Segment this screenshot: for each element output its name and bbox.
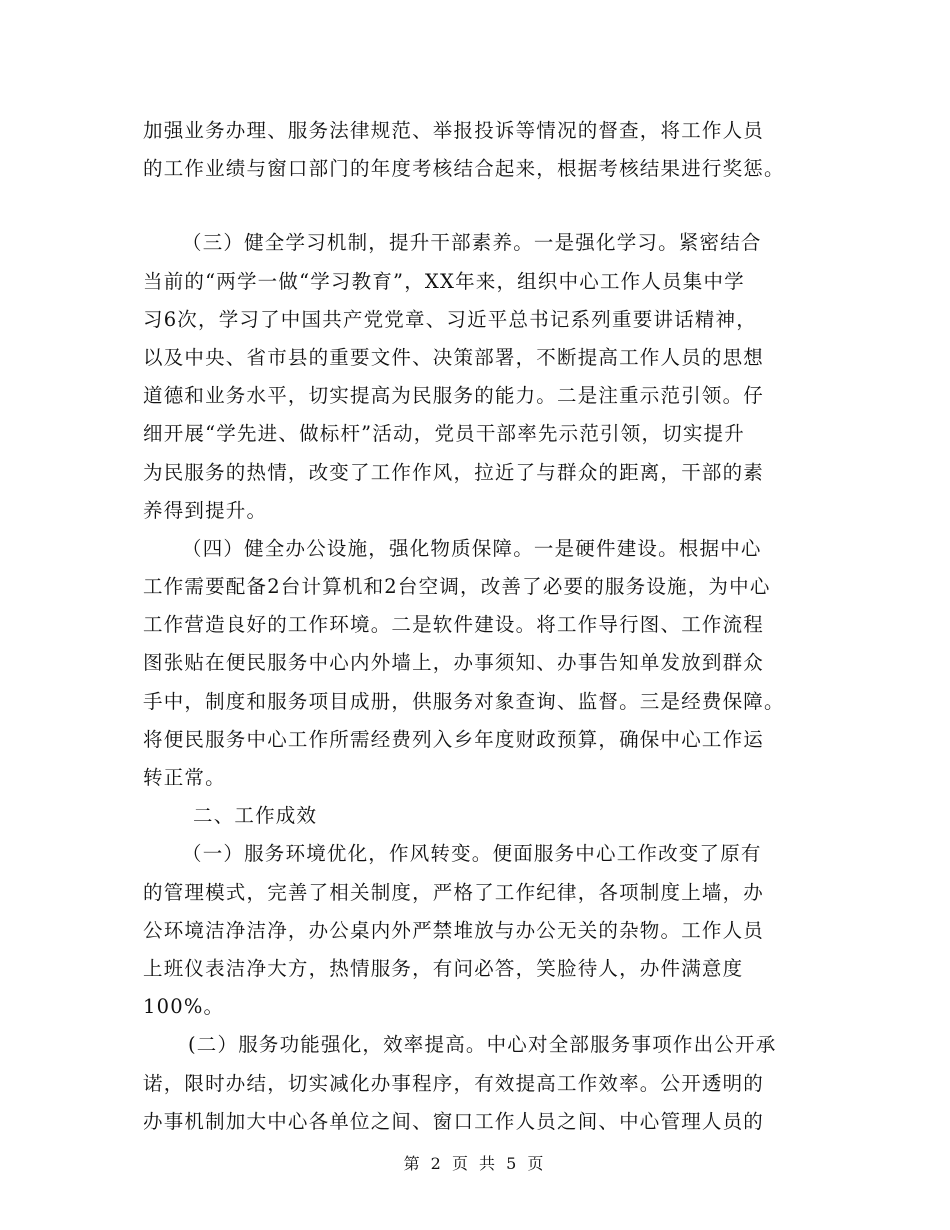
text-line: 诺，限时办结，切实减化办事程序，有效提高工作效率。公开透明的 [143,1071,765,1095]
text-line: 养得到提升。 [143,498,268,522]
text-line: 办事机制加大中心各单位之间、窗口工作人员之间、中心管理人员的 [143,1109,765,1133]
text-line: 细开展“学先进、做标杆”活动，党员干部率先示范引领，切实提升 [143,422,745,446]
text-line: 100%。 [143,995,225,1019]
text-line: 工作需要配备2台计算机和2台空调，改善了必要的服务设施，为中心 [143,575,771,599]
paragraph-start-line: （四）健全办公设施，强化物质保障。一是硬件建设。根据中心 [182,536,762,560]
text-line: 转正常。 [143,766,226,789]
text-line: 手中，制度和服务项目成册，供服务对象查询、监督。三是经费保障。 [143,689,785,713]
text-line: 图张贴在便民服务中心内外墙上，办事须知、办事告知单发放到群众 [143,651,765,675]
text-line: 为民服务的热情，改变了工作作风，拉近了与群众的距离，干部的素 [143,460,765,484]
section-heading: 二、工作成效 [193,804,318,828]
text-line: 当前的“两学一做“学习教育”，XX年来，组织中心工作人员集中学 [143,269,745,293]
paragraph-gap [143,188,813,224]
text-line: 公环境洁净洁净，办公桌内外严禁堆放与办公无关的杂物。工作人员 [143,918,765,942]
paragraph-start-line: （三）健全学习机制，提升干部素养。一是强化学习。紧密结合 [182,231,762,255]
text-line: 上班仪表洁净大方，热情服务，有问必答，笑脸待人，办件满意度 [143,956,744,980]
text-line: 加强业务办理、服务法律规范、举报投诉等情况的督查，将工作人员 [143,119,765,142]
paragraph-start-line: (二）服务功能强化，效率提高。中心对全部服务事项作出公开承 [188,1033,777,1057]
document-body [143,112,813,1141]
text-line: 将便民服务中心工作所需经费列入乡年度财政预算，确保中心工作运 [143,727,765,751]
page-footer: 第 2 页 共 5 页 [403,1154,547,1173]
text-line: 以及中央、省市县的重要文件、决策部署，不断提高工作人员的思想 [143,345,765,369]
text-line: 工作营造良好的工作环境。二是软件建设。将工作导行图、工作流程 [143,613,765,637]
text-line: 的管理模式，完善了相关制度，严格了工作纪律，各项制度上墙，办 [143,880,765,904]
text-line: 的工作业绩与窗口部门的年度考核结合起来，根据考核结果进行奖惩。 [143,157,785,181]
text-line: 习6次，学习了中国共产党党章、习近平总书记系列重要讲话精神， [143,307,757,331]
text-line: 道德和业务水平，切实提高为民服务的能力。二是注重示范引领。仔 [143,384,765,408]
paragraph-start-line: （一）服务环境优化，作风转变。便面服务中心工作改变了原有 [182,842,762,866]
